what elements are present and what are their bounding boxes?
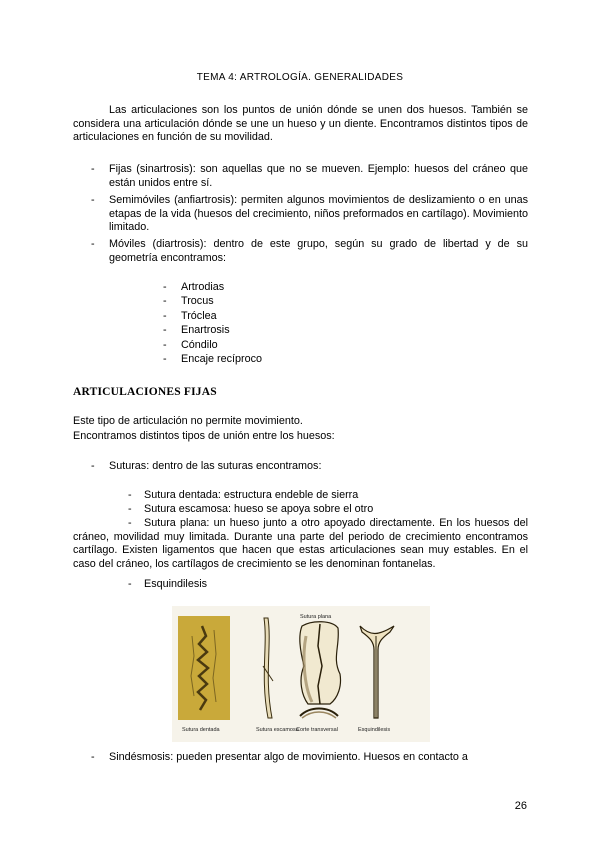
- list-item: Sutura dentada: estructura endeble de sierra: [144, 489, 359, 501]
- list-item: Tróclea: [181, 310, 217, 322]
- bullet: -: [91, 751, 95, 763]
- flat-suture-image: [300, 622, 341, 704]
- figure-caption: Corte transversal: [296, 727, 338, 733]
- list-item: Móviles (diartrosis): dentro de este grupo, según su grado de libertad y de su geometría encontramos:: [109, 238, 528, 264]
- list-item: Sindésmosis: pueden presentar algo de movimiento. Huesos en contacto a: [109, 751, 468, 763]
- list-item: Sutura plana: un hueso junto a otro apoyado directamente. En los huesos del cráneo, movilidad muy limitada. Durante una parte del periodo de crecimiento encontramos cartílago. Existen ligamentos que hacen que estas articulaciones sean muy estables. En el caso del cráneo, los cartílagos de crecimiento se les denominan fontanelas.: [73, 517, 528, 570]
- list-item: Suturas: dentro de las suturas encontramos:: [109, 460, 322, 472]
- list-item: Semimóviles (anfiartrosis): permiten algunos movimientos de deslizamiento o en unas etapas de la vida (huesos del crecimiento, niños preformados en cartílago). Movimiento limitado.: [109, 194, 528, 233]
- figure-caption: Esquindilesis: [358, 727, 391, 733]
- list-item: Fijas (sinartrosis): son aquellas que no se mueven. Ejemplo: huesos del cráneo que están unidos entre sí.: [109, 163, 528, 189]
- list-item: Artrodias: [181, 281, 225, 293]
- bullet: -: [128, 578, 132, 590]
- figure-caption: Sutura dentada: [182, 727, 220, 733]
- figure-label-top: Sutura plana: [300, 614, 332, 620]
- bullet: -: [128, 517, 132, 529]
- list-item: Enartrosis: [181, 324, 230, 336]
- paragraph: Encontramos distintos tipos de unión entre los huesos:: [73, 430, 335, 442]
- bullet: -: [128, 503, 132, 515]
- bullet: -: [128, 489, 132, 501]
- bullet: -: [163, 295, 167, 307]
- bullet: -: [91, 238, 95, 250]
- bullet: -: [91, 163, 95, 175]
- list-item: Esquindilesis: [144, 578, 208, 590]
- paragraph: Este tipo de articulación no permite movimiento.: [73, 415, 303, 427]
- bullet: -: [163, 339, 167, 351]
- bullet: -: [163, 324, 167, 336]
- page-title: TEMA 4: ARTROLOGÍA. GENERALIDADES: [196, 72, 404, 83]
- section-heading: ARTICULACIONES FIJAS: [73, 386, 217, 398]
- list-item: Sutura escamosa: hueso se apoya sobre el otro: [144, 503, 374, 515]
- bullet: -: [163, 281, 167, 293]
- bullet: -: [91, 194, 95, 206]
- intro-paragraph: Las articulaciones son los puntos de unión dónde se unen dos huesos. También se considera una articulación dónde se une un hueso y un diente. Encontramos distintos tipos de articulaciones en función de su movilidad.: [73, 104, 528, 143]
- bullet: -: [163, 310, 167, 322]
- list-item: Encaje recíproco: [181, 353, 263, 365]
- list-item: Cóndilo: [181, 339, 218, 351]
- list-item: Trocus: [181, 295, 214, 307]
- figure-caption: Sutura escamosa: [256, 727, 299, 733]
- sutures-figure: [172, 606, 430, 742]
- page-number: 26: [514, 800, 527, 812]
- bullet: -: [163, 353, 167, 365]
- bullet: -: [91, 460, 95, 472]
